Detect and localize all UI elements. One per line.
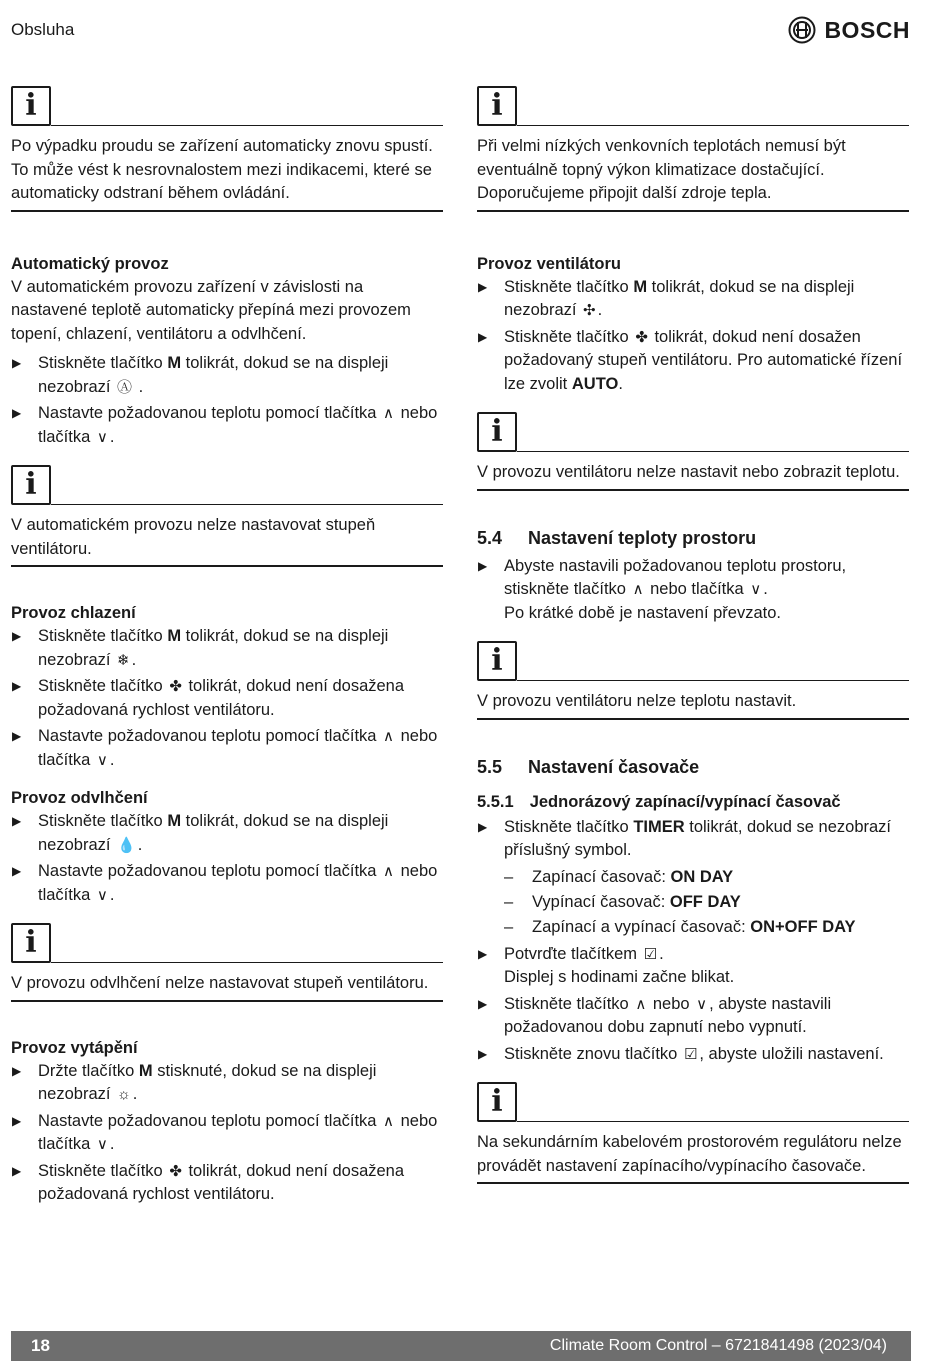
list-item: – Vypínací časovač: OFF DAY — [504, 892, 741, 911]
bullet-icon: ▶ — [12, 406, 22, 420]
sun-icon: ☼ — [117, 1086, 131, 1103]
step-item: ▶ Stiskněte tlačítko TIMER tolikrát, dokud se nezobrazí příslušný symbol. – Zapínací časovač: ON DAY – Vypínací časovač: OFF DAY – Zapínací a vypínací časovač: ON+OFF DAY — [477, 816, 909, 940]
section-5-4-steps — [477, 555, 909, 626]
fan-mode-steps — [477, 276, 909, 397]
info-icon: i — [477, 641, 517, 681]
auto-mode-heading: Automatický provoz — [11, 254, 169, 273]
step-item: ▶ Stiskněte tlačítko M tolikrát, dokud se na displeji nezobrazí ❄ . — [11, 625, 443, 672]
info-note-text: V provozu ventilátoru nelze teplotu nastavit. — [477, 681, 909, 720]
cooling-mode-steps — [11, 625, 443, 772]
info-icon: i — [11, 923, 51, 963]
info-icon: i — [477, 1082, 517, 1122]
cooling-mode-heading: Provoz chlazení — [11, 604, 136, 622]
bullet-icon: ▶ — [12, 356, 22, 370]
fan-mode-heading: Provoz ventilátoru — [477, 254, 621, 273]
info-note-text: Po výpadku proudu se zařízení automaticky znovu spustí. To může vést k nesrovnalostem mezi indikacemi, které se automaticky odstraní během ovládání. — [11, 126, 443, 212]
bullet-icon: ▶ — [12, 729, 22, 743]
bullet-icon: ▶ — [478, 329, 488, 344]
bullet-icon: ▶ — [478, 996, 488, 1011]
info-note-text: V provozu ventilátoru nelze nastavit nebo zobrazit teplotu. — [477, 452, 909, 491]
arrow-up-icon: ∧ — [383, 863, 395, 880]
fan-icon: ✤ — [169, 1162, 182, 1180]
step-item: ▶ Stiskněte tlačítko M tolikrát, dokud se na displeji nezobrazí ✣ . — [477, 276, 909, 323]
bullet-icon: ▶ — [12, 814, 22, 828]
bosch-logo — [788, 16, 910, 44]
arrow-down-icon: ∨ — [96, 886, 108, 904]
timer-options — [504, 865, 909, 940]
info-icon: i — [11, 86, 51, 126]
info-note — [477, 1080, 909, 1184]
arrow-down-icon: ∨ — [96, 428, 108, 446]
arrow-up-icon: ∧ — [383, 1112, 395, 1130]
info-note-text: V automatickém provozu nelze nastavovat stupeň ventilátoru. — [11, 505, 443, 567]
page-number: 18 — [31, 1336, 50, 1355]
arrow-down-icon: ∨ — [96, 1136, 108, 1153]
info-note — [477, 639, 909, 720]
step-item: ▶ Stiskněte znovu tlačítko ☑ , abyste uložili nastavení. — [477, 1043, 909, 1067]
step-item: ▶ Abyste nastavili požadovanou teplotu prostoru, stiskněte tlačítko ∧ nebo tlačítka ∨ . Po krátké době je nastavení převzato. — [478, 556, 847, 622]
auto-mode-steps — [11, 352, 443, 449]
arrow-down-icon: ∨ — [96, 751, 108, 769]
step-item: ▶ Stiskněte tlačítko ∧ nebo ∨ , abyste nastavili požadovanou dobu zapnutí nebo vypnutí. — [478, 994, 832, 1036]
snowflake-icon: ❄ — [117, 651, 130, 669]
timer-steps — [477, 816, 909, 1067]
confirm-checkbox-icon: ☑ — [643, 945, 658, 963]
bullet-icon: ▶ — [478, 819, 488, 834]
info-icon: i — [477, 412, 517, 452]
arrow-up-icon: ∧ — [632, 581, 644, 598]
left-column — [11, 84, 443, 1221]
arrow-up-icon: ∧ — [383, 405, 395, 422]
step-item: ▶ Nastavte požadovanou teplotu pomocí tlačítka ∧ nebo tlačítka ∨ . — [11, 402, 443, 449]
step-item: ▶ Nastavte požadovanou teplotu pomocí tlačítka ∧ nebo tlačítka ∨ . — [11, 860, 443, 907]
bullet-icon: ▶ — [12, 864, 22, 878]
step-item: ▶ Držte tlačítko M stisknuté, dokud se na displeji nezobrazí ☼ . — [11, 1060, 443, 1107]
fan-icon: ✤ — [169, 678, 182, 695]
confirm-checkbox-icon: ☑ — [683, 1045, 698, 1063]
dehumidify-mode-heading: Provoz odvlhčení — [11, 789, 148, 807]
bullet-icon: ▶ — [12, 1163, 22, 1178]
step-item: ▶ Stiskněte tlačítko M tolikrát, dokud se na displeji nezobrazí 💧 . — [11, 810, 443, 857]
step-item: ▶ Stiskněte tlačítko ✤ tolikrát, dokud není dosažena požadovaná rychlost ventilátoru. — [12, 677, 405, 719]
list-item: – Zapínací a vypínací časovač: ON+OFF DAY — [504, 917, 856, 936]
bullet-icon: ▶ — [12, 1113, 22, 1128]
info-note — [11, 921, 443, 1002]
bullet-icon: ▶ — [478, 558, 488, 573]
info-note-text: V provozu odvlhčení nelze nastavovat stupeň ventilátoru. — [11, 963, 443, 1002]
bullet-icon: ▶ — [12, 679, 22, 693]
auto-mode-icon: Ⓐ — [117, 378, 133, 396]
info-note — [11, 463, 443, 567]
bullet-icon: ▶ — [478, 946, 488, 961]
heating-mode-heading: Provoz vytápění — [11, 1038, 138, 1057]
step-item: ▶ Nastavte požadovanou teplotu pomocí tlačítka ∧ nebo tlačítka ∨ . — [11, 1110, 443, 1157]
arrow-up-icon: ∧ — [383, 728, 395, 745]
info-note-text: Při velmi nízkých venkovních teplotách nemusí být eventuálně topný výkon klimatizace dostačující. Doporučujeme připojit další zdroje tepla. — [477, 126, 909, 212]
section-5-5-heading: 5.5 Nastavení časovače — [477, 756, 700, 777]
fan-icon: ✤ — [635, 328, 648, 346]
document-reference: Climate Room Control – 6721841498 (2023/04) — [549, 1337, 887, 1354]
fan-mode-icon: ✣ — [583, 302, 596, 319]
right-column — [477, 84, 909, 1224]
heating-mode-steps — [11, 1060, 443, 1207]
bullet-icon: ▶ — [12, 1063, 22, 1078]
info-note — [11, 84, 443, 212]
info-note — [477, 410, 909, 491]
info-icon: i — [477, 86, 517, 126]
step-item: ▶ Potvrďte tlačítkem ☑ . Displej s hodinami začne blikat. — [478, 944, 735, 986]
bullet-icon: ▶ — [12, 629, 22, 643]
section-5-4-heading: 5.4 Nastavení teploty prostoru — [477, 527, 757, 548]
info-note — [477, 84, 909, 212]
step-item: ▶ Stiskněte tlačítko M tolikrát, dokud se na displeji nezobrazí Ⓐ . — [11, 352, 443, 399]
bosch-armature-icon — [788, 16, 816, 44]
bullet-icon: ▶ — [478, 279, 488, 294]
section-5-5-1-heading: 5.5.1 Jednorázový zapínací/vypínací časovač — [477, 792, 841, 811]
page-footer — [11, 1331, 911, 1361]
step-item: ▶ Stiskněte tlačítko ✤ tolikrát, dokud není dosažen požadovaný stupeň ventilátoru. Pro automatické řízení lze zvolit AUTO. — [478, 327, 903, 393]
step-item: ▶ Stiskněte tlačítko ✤ tolikrát, dokud není dosažena požadovaná rychlost ventilátoru. — [12, 1161, 405, 1203]
dehumidify-mode-steps — [11, 810, 443, 907]
info-note-text: Na sekundárním kabelovém prostorovém regulátoru nelze provádět nastavení zapínacího/vypínacího časovače. — [477, 1122, 909, 1184]
brand-name: BOSCH — [824, 16, 910, 43]
droplet-icon: 💧 — [117, 836, 136, 854]
arrow-down-icon: ∨ — [750, 581, 762, 598]
auto-mode-description: V automatickém provozu zařízení v závislosti na nastavené teplotě automaticky přepíná mezi provozem topení, chlazení, ventilátoru a odvlhčení. — [11, 277, 411, 343]
list-item: – Zapínací časovač: ON DAY — [504, 867, 734, 886]
header-section-title: Obsluha — [11, 20, 75, 39]
arrow-up-icon: ∧ — [635, 995, 647, 1013]
arrow-down-icon: ∨ — [696, 995, 708, 1013]
step-item: ▶ Nastavte požadovanou teplotu pomocí tlačítka ∧ nebo tlačítka ∨ . — [11, 725, 443, 772]
bullet-icon: ▶ — [478, 1046, 488, 1061]
info-icon: i — [11, 465, 51, 505]
